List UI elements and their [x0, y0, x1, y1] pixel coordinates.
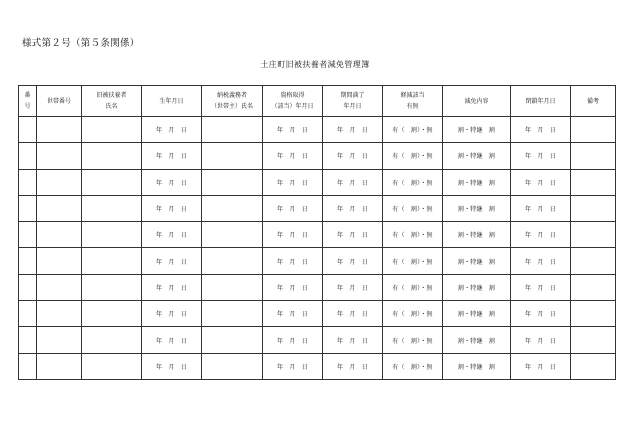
cell-closing-date[interactable]: 年 月 日 [511, 143, 571, 169]
header-household-no-label: 世帯番号 [46, 97, 71, 105]
header-former-dependent-name [82, 86, 142, 117]
cell-qualification-date[interactable]: 年 月 日 [263, 169, 323, 195]
cell-remarks[interactable] [571, 117, 616, 143]
header-reduction-line2: 有無 [406, 103, 419, 110]
cell-household-no[interactable] [37, 327, 82, 353]
table-header-row [19, 86, 616, 117]
table-row [19, 195, 616, 221]
header-no [19, 86, 37, 117]
cell-household-no[interactable] [37, 274, 82, 300]
cell-closing-date[interactable]: 年 月 日 [511, 169, 571, 195]
cell-birth-date[interactable]: 年 月 日 [142, 117, 202, 143]
cell-former-dependent-name[interactable] [82, 353, 142, 379]
cell-exemption-details[interactable]: 割・特継 割 [443, 274, 511, 300]
cell-taxpayer-name[interactable] [202, 301, 263, 327]
cell-remarks[interactable] [571, 274, 616, 300]
cell-taxpayer-name[interactable] [202, 274, 263, 300]
header-exemption-details [443, 86, 511, 117]
cell-remarks[interactable] [571, 143, 616, 169]
cell-birth-date[interactable]: 年 月 日 [142, 222, 202, 248]
cell-exemption-details[interactable]: 割・特継 割 [443, 143, 511, 169]
cell-birth-date[interactable]: 年 月 日 [142, 274, 202, 300]
cell-former-dependent-name[interactable] [82, 117, 142, 143]
header-reduction-line1: 軽減該当 [400, 92, 425, 99]
cell-qualification-date[interactable]: 年 月 日 [263, 353, 323, 379]
cell-qualification-date[interactable]: 年 月 日 [263, 222, 323, 248]
cell-birth-date[interactable]: 年 月 日 [142, 169, 202, 195]
cell-former-dependent-name[interactable] [82, 248, 142, 274]
cell-birth-date[interactable]: 年 月 日 [142, 195, 202, 221]
header-expiry-line1: 期間満了 [340, 92, 365, 99]
cell-qualification-date[interactable]: 年 月 日 [263, 327, 323, 353]
cell-birth-date[interactable]: 年 月 日 [142, 301, 202, 327]
cell-reduction-status[interactable]: 有（ 割）・無 [383, 248, 443, 274]
cell-remarks[interactable] [571, 248, 616, 274]
cell-qualification-date[interactable]: 年 月 日 [263, 195, 323, 221]
cell-no[interactable] [19, 222, 37, 248]
table-row [19, 117, 616, 143]
cell-exemption-details[interactable]: 割・特継 割 [443, 301, 511, 327]
table-row [19, 274, 616, 300]
cell-remarks[interactable] [571, 327, 616, 353]
cell-household-no[interactable] [37, 248, 82, 274]
cell-taxpayer-name[interactable] [202, 248, 263, 274]
cell-former-dependent-name[interactable] [82, 274, 142, 300]
cell-household-no[interactable] [37, 169, 82, 195]
cell-closing-date[interactable]: 年 月 日 [511, 353, 571, 379]
table-row [19, 222, 616, 248]
cell-taxpayer-name[interactable] [202, 143, 263, 169]
header-taxpayer-line1: 納税義務者 [216, 92, 247, 99]
cell-no[interactable] [19, 353, 37, 379]
header-taxpayer-name [202, 86, 263, 117]
header-remarks [571, 86, 616, 117]
cell-closing-date[interactable]: 年 月 日 [511, 117, 571, 143]
cell-remarks[interactable] [571, 169, 616, 195]
cell-former-dependent-name[interactable] [82, 143, 142, 169]
cell-expiry-date[interactable]: 年 月 日 [323, 301, 383, 327]
header-household-no [37, 86, 82, 117]
cell-reduction-status[interactable]: 有（ 割）・無 [383, 274, 443, 300]
cell-taxpayer-name[interactable] [202, 169, 263, 195]
cell-birth-date[interactable]: 年 月 日 [142, 353, 202, 379]
cell-reduction-status[interactable]: 有（ 割）・無 [383, 143, 443, 169]
table-row [19, 169, 616, 195]
cell-reduction-status[interactable]: 有（ 割）・無 [383, 195, 443, 221]
header-no-line2: 号 [24, 103, 31, 110]
cell-qualification-date[interactable]: 年 月 日 [263, 274, 323, 300]
header-closing-date-label: 閉鎖年月日 [525, 97, 556, 105]
cell-qualification-date[interactable]: 年 月 日 [263, 301, 323, 327]
cell-no[interactable] [19, 301, 37, 327]
table-row [19, 353, 616, 379]
cell-expiry-date[interactable]: 年 月 日 [323, 143, 383, 169]
cell-former-dependent-name[interactable] [82, 222, 142, 248]
form-number: 様式第２号（第５条関係） [22, 38, 140, 49]
cell-household-no[interactable] [37, 117, 82, 143]
table-row [19, 248, 616, 274]
cell-closing-date[interactable]: 年 月 日 [511, 222, 571, 248]
cell-household-no[interactable] [37, 353, 82, 379]
header-remarks-label: 備考 [586, 97, 599, 105]
cell-expiry-date[interactable]: 年 月 日 [323, 353, 383, 379]
cell-former-dependent-name[interactable] [82, 195, 142, 221]
cell-exemption-details[interactable]: 割・特継 割 [443, 117, 511, 143]
header-no-line1: 番 [24, 92, 31, 99]
cell-taxpayer-name[interactable] [202, 353, 263, 379]
header-birth-date [142, 86, 202, 117]
cell-exemption-details[interactable]: 割・特継 割 [443, 327, 511, 353]
cell-reduction-status[interactable]: 有（ 割）・無 [383, 353, 443, 379]
header-closing-date [511, 86, 571, 117]
cell-taxpayer-name[interactable] [202, 195, 263, 221]
header-expiry-date [323, 86, 383, 117]
cell-taxpayer-name[interactable] [202, 222, 263, 248]
header-qualification-date [263, 86, 323, 117]
cell-no[interactable] [19, 274, 37, 300]
cell-closing-date[interactable]: 年 月 日 [511, 301, 571, 327]
header-qualification-line2: （該当）年月日 [271, 103, 314, 110]
cell-remarks[interactable] [571, 353, 616, 379]
cell-reduction-status[interactable]: 有（ 割）・無 [383, 222, 443, 248]
cell-qualification-date[interactable]: 年 月 日 [263, 248, 323, 274]
cell-taxpayer-name[interactable] [202, 327, 263, 353]
cell-expiry-date[interactable]: 年 月 日 [323, 327, 383, 353]
cell-exemption-details[interactable]: 割・特継 割 [443, 248, 511, 274]
cell-qualification-date[interactable]: 年 月 日 [263, 117, 323, 143]
cell-reduction-status[interactable]: 有（ 割）・無 [383, 327, 443, 353]
cell-remarks[interactable] [571, 301, 616, 327]
cell-no[interactable] [19, 327, 37, 353]
header-qualification-line1: 資格取得 [280, 92, 305, 99]
cell-birth-date[interactable]: 年 月 日 [142, 327, 202, 353]
cell-birth-date[interactable]: 年 月 日 [142, 248, 202, 274]
cell-exemption-details[interactable]: 割・特継 割 [443, 195, 511, 221]
cell-exemption-details[interactable]: 割・特継 割 [443, 353, 511, 379]
cell-expiry-date[interactable]: 年 月 日 [323, 195, 383, 221]
table-row [19, 143, 616, 169]
cell-closing-date[interactable]: 年 月 日 [511, 248, 571, 274]
cell-birth-date[interactable]: 年 月 日 [142, 143, 202, 169]
cell-former-dependent-name[interactable] [82, 169, 142, 195]
header-exemption-details-label: 減免内容 [464, 97, 489, 105]
cell-no[interactable] [19, 117, 37, 143]
cell-expiry-date[interactable]: 年 月 日 [323, 248, 383, 274]
cell-reduction-status[interactable]: 有（ 割）・無 [383, 169, 443, 195]
cell-household-no[interactable] [37, 301, 82, 327]
header-taxpayer-line2: （世帯主）氏名 [210, 103, 253, 110]
cell-qualification-date[interactable]: 年 月 日 [263, 143, 323, 169]
cell-no[interactable] [19, 169, 37, 195]
cell-reduction-status[interactable]: 有（ 割）・無 [383, 301, 443, 327]
cell-closing-date[interactable]: 年 月 日 [511, 195, 571, 221]
cell-former-dependent-name[interactable] [82, 327, 142, 353]
exemption-register-table [18, 85, 616, 380]
header-former-dependent-line2: 氏名 [105, 103, 118, 110]
cell-household-no[interactable] [37, 195, 82, 221]
cell-remarks[interactable] [571, 222, 616, 248]
cell-expiry-date[interactable]: 年 月 日 [323, 117, 383, 143]
cell-no[interactable] [19, 248, 37, 274]
header-expiry-line2: 年月日 [343, 103, 362, 110]
header-reduction-status [383, 86, 443, 117]
cell-closing-date[interactable]: 年 月 日 [511, 327, 571, 353]
cell-household-no[interactable] [37, 143, 82, 169]
header-former-dependent-line1: 旧被扶養者 [96, 92, 127, 99]
cell-expiry-date[interactable]: 年 月 日 [323, 222, 383, 248]
cell-remarks[interactable] [571, 195, 616, 221]
cell-expiry-date[interactable]: 年 月 日 [323, 169, 383, 195]
register-rows [19, 117, 616, 380]
cell-exemption-details[interactable]: 割・特継 割 [443, 222, 511, 248]
cell-household-no[interactable] [37, 222, 82, 248]
cell-reduction-status[interactable]: 有（ 割）・無 [383, 117, 443, 143]
cell-no[interactable] [19, 195, 37, 221]
cell-closing-date[interactable]: 年 月 日 [511, 274, 571, 300]
cell-taxpayer-name[interactable] [202, 117, 263, 143]
table-row [19, 301, 616, 327]
document-title: 土庄町旧被扶養者減免管理簿 [260, 60, 370, 69]
cell-exemption-details[interactable]: 割・特継 割 [443, 169, 511, 195]
cell-expiry-date[interactable]: 年 月 日 [323, 274, 383, 300]
header-birth-date-label: 生年月日 [159, 97, 184, 105]
cell-former-dependent-name[interactable] [82, 301, 142, 327]
table-row [19, 327, 616, 353]
cell-no[interactable] [19, 143, 37, 169]
